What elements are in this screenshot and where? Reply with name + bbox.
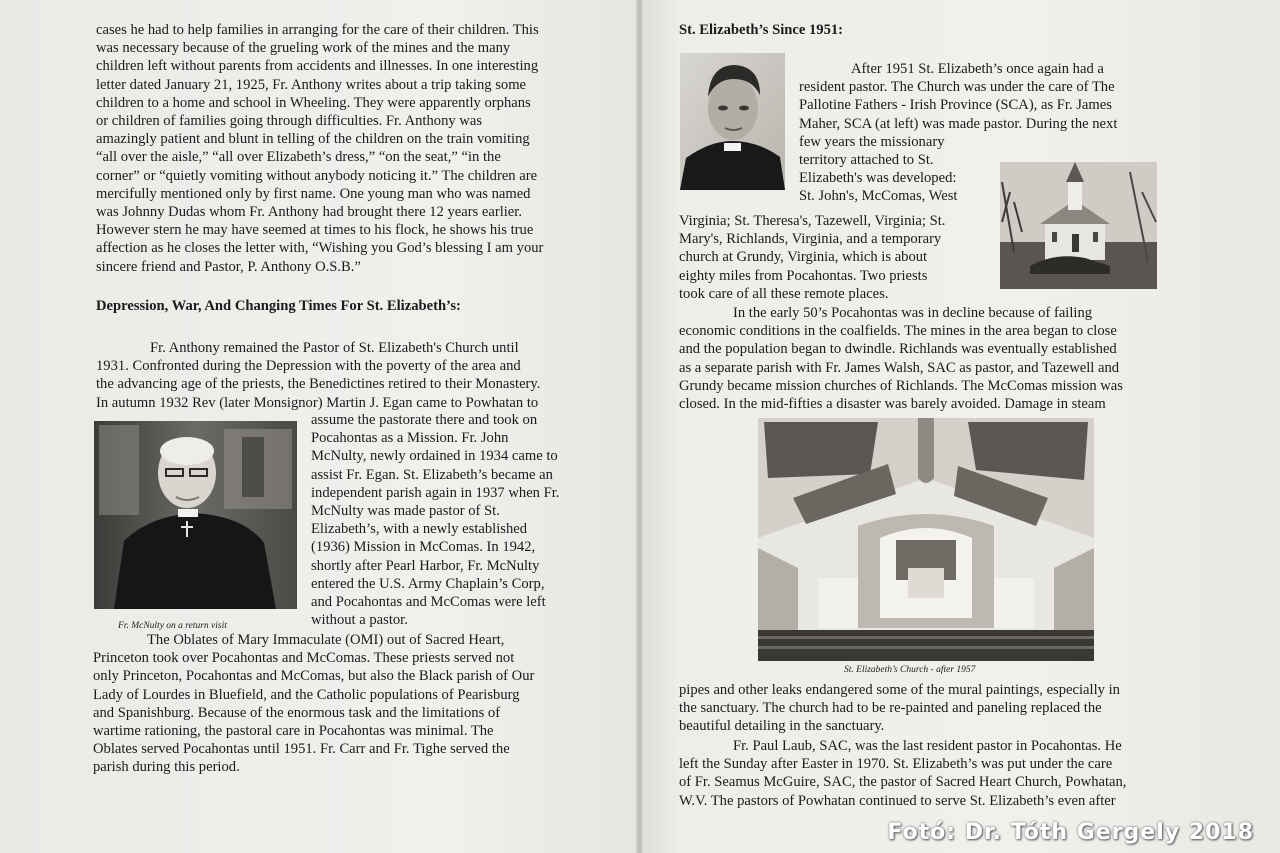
text-line: church at Grundy, Virginia, which is about	[679, 249, 928, 266]
text-line: The Oblates of Mary Immaculate (OMI) out of Sacred Heart,	[147, 632, 505, 648]
photo-wrap-paragraph	[311, 411, 559, 629]
text-line: affection as he closes the letter with, “Wishing you God’s blessing I am your	[96, 240, 544, 257]
mcnulty-photo	[94, 421, 297, 609]
text-line: Elizabeth's was developed:	[799, 170, 957, 187]
text-line: “all over the aisle,” “all over Elizabeth’s dress,” “on the seat,” “in the	[96, 149, 501, 166]
repair-paragraph	[679, 681, 1120, 736]
text-line: as a separate parish with Fr. James Walsh, SAC as pastor, and Tazewell and	[679, 359, 1120, 376]
text-line: amazingly patient and blunt in telling of the children on the train vomiting	[96, 131, 530, 148]
text-line: the sanctuary. The church had to be re-painted and paneling replaced the	[679, 700, 1102, 717]
missions-paragraph	[679, 212, 945, 303]
intro-paragraph	[96, 21, 543, 276]
text-line: cases he had to help families in arranging for the care of their children. This	[96, 22, 539, 38]
text-line: children to a home and school in Wheeling. They were apparently orphans	[96, 94, 531, 111]
text-line: After 1951 St. Elizabeth’s once again had a	[851, 61, 1104, 77]
right-page	[642, 0, 1280, 853]
text-line: (1936) Mission in McComas. In 1942,	[311, 539, 536, 556]
text-line: assume the pastorate there and took on	[311, 412, 538, 428]
text-line: resident pastor. The Church was under the care of The	[799, 79, 1115, 96]
text-line: Oblates served Pocahontas until 1951. Fr. Carr and Fr. Tighe served the	[93, 741, 510, 758]
text-line: shortly after Pearl Harbor, Fr. McNulty	[311, 557, 540, 574]
text-line: Maher, SCA (at left) was made pastor. During the next	[799, 115, 1118, 132]
depression-paragraph	[96, 339, 540, 412]
text-line: was necessary because of the grueling work of the mines and the many	[96, 40, 511, 57]
text-line: sincere friend and Pastor, P. Anthony O.S.B.”	[96, 258, 361, 275]
text-line: corner” or “quietly vomiting without anybody noticing it.” The children are	[96, 167, 538, 184]
laub-paragraph	[679, 737, 1126, 810]
text-line: pipes and other leaks endangered some of the mural paintings, especially in	[679, 682, 1120, 698]
text-line: assist Fr. Egan. St. Elizabeth’s became an	[311, 466, 553, 483]
text-line: Grundy became mission churches of Richlands. The McComas mission was	[679, 377, 1123, 394]
text-line: 1931. Confronted during the Depression with the poverty of the area and	[96, 358, 521, 375]
text-line: wartime rationing, the pastoral care in Pocahontas was minimal. The	[93, 723, 494, 740]
text-line: In autumn 1932 Rev (later Monsignor) Martin J. Egan came to Powhatan to	[96, 394, 539, 411]
text-line: Princeton took over Pocahontas and McComas. These priests served not	[93, 650, 515, 667]
text-line: and Spanishburg. Because of the enormous task and the limitations of	[93, 704, 501, 721]
church-interior-photo	[758, 418, 1094, 661]
text-line: parish during this period.	[93, 759, 240, 776]
text-line: mercifully mentioned only by first name. One young man who was named	[96, 185, 531, 202]
since-1951-heading: St. Elizabeth’s Since 1951:	[679, 22, 844, 38]
text-line: However stern he may have seemed at times to his flock, he shows his true	[96, 222, 534, 239]
text-line: left the Sunday after Easter in 1970. St. Elizabeth’s was put under the care	[679, 756, 1113, 773]
text-line: and Pocahontas and McComas were left	[311, 594, 546, 611]
text-line: and the population began to dwindle. Richlands was eventually established	[679, 341, 1117, 358]
text-line: of Fr. Seamus McGuire, SAC, the pastor of Sacred Heart Church, Powhatan,	[679, 774, 1127, 791]
priest-portrait-image	[94, 421, 297, 609]
mcnulty-photo-caption: Fr. McNulty on a return visit	[118, 621, 227, 631]
text-line: Pallotine Fathers - Irish Province (SCA), as Fr. James	[799, 97, 1112, 114]
priest-portrait-image	[680, 53, 785, 190]
text-line: eighty miles from Pocahontas. Two priests	[679, 267, 928, 284]
text-line: Fr. Paul Laub, SAC, was the last resident pastor in Pocahontas. He	[733, 738, 1122, 754]
text-line: St. John's, McComas, West	[799, 188, 958, 205]
text-line: the advancing age of the priests, the Benedictines retired to their Monastery.	[96, 376, 541, 393]
text-line: territory attached to St.	[799, 152, 934, 169]
church-interior-caption: St. Elizabeth’s Church - after 1957	[844, 665, 976, 675]
text-line: took care of all these remote places.	[679, 285, 889, 302]
text-line: McNulty, newly ordained in 1934 came to	[311, 448, 558, 465]
text-line: McNulty was made pastor of St.	[311, 503, 500, 520]
church-exterior-image	[1000, 162, 1157, 289]
text-line: Mary's, Richlands, Virginia, and a temporary	[679, 231, 942, 248]
text-line: letter dated January 21, 1925, Fr. Anthony writes about a trip taking some	[96, 76, 527, 93]
oblates-paragraph	[93, 631, 534, 777]
text-line: Pocahontas as a Mission. Fr. John	[311, 430, 509, 447]
text-line: children left without parents from accidents and illnesses. In one interesting	[96, 58, 539, 75]
text-line: only Princeton, Pocahontas and McComas, but also the Black parish of Our	[93, 668, 535, 685]
text-line: few years the missionary	[799, 133, 945, 150]
text-line: In the early 50’s Pocahontas was in decline because of failing	[733, 305, 1093, 321]
depression-heading: Depression, War, And Changing Times For St. Elizabeth’s:	[96, 298, 461, 314]
text-line: beautiful detailing in the sanctuary.	[679, 718, 885, 735]
maher-portrait-photo	[680, 53, 785, 190]
text-line: Elizabeth’s, with a newly established	[311, 521, 528, 538]
photo-credit-watermark: Fotó: Dr. Tóth Gergely 2018	[887, 820, 1254, 845]
text-line: Virginia; St. Theresa's, Tazewell, Virginia; St.	[679, 213, 946, 229]
text-line: W.V. The pastors of Powhatan continued to serve St. Elizabeth’s even after	[679, 792, 1116, 809]
text-line: closed. In the mid-fifties a disaster was barely avoided. Damage in steam	[679, 396, 1106, 413]
text-line: independent parish again in 1937 when Fr.	[311, 484, 560, 501]
church-interior-image	[758, 418, 1094, 661]
text-line: without a pastor.	[311, 612, 408, 629]
early-fifties-paragraph	[679, 304, 1123, 413]
church-exterior-photo	[1000, 162, 1157, 289]
text-line: or children of families going through difficulties. Fr. Anthony was	[96, 113, 483, 130]
text-line: economic conditions in the coalfields. The mines in the area began to close	[679, 323, 1117, 340]
text-line: Fr. Anthony remained the Pastor of St. Elizabeth's Church until	[150, 340, 519, 356]
text-line: was Johnny Dudas whom Fr. Anthony had brought there 12 years earlier.	[96, 204, 522, 221]
text-line: entered the U.S. Army Chaplain’s Corp,	[311, 575, 545, 592]
text-line: Lady of Lourdes in Bluefield, and the Catholic populations of Pearisburg	[93, 686, 520, 703]
